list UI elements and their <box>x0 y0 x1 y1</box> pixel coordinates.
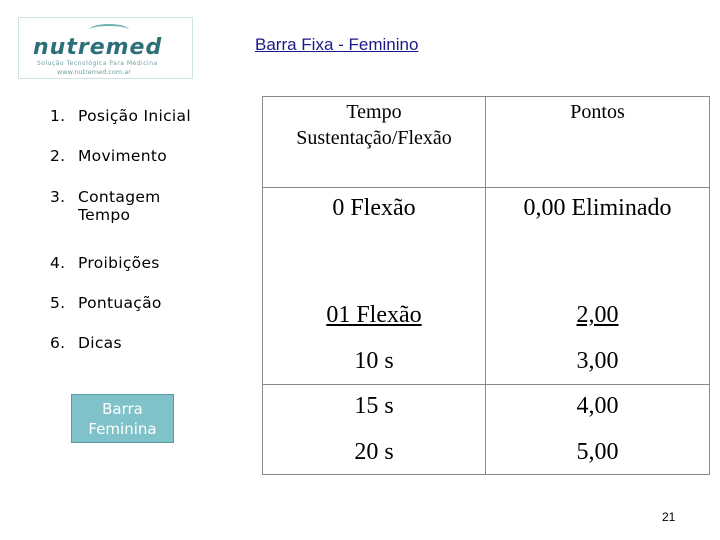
cell-tempo: 20 s <box>354 439 394 465</box>
cell-tempo: 0 Flexão <box>332 195 416 221</box>
menu-item-number: 4. <box>50 254 66 272</box>
menu-item-number: 5. <box>50 294 66 312</box>
menu-item-movimento[interactable] <box>50 147 167 165</box>
cell-tempo: 10 s <box>354 348 394 374</box>
barra-feminina-button[interactable] <box>71 394 174 443</box>
cell-tempo: 15 s <box>354 393 394 419</box>
row-divider <box>263 384 709 385</box>
logo-tagline: Solução Tecnológica Para Medicina <box>37 60 158 67</box>
slide-title[interactable]: Barra Fixa - Feminino <box>255 35 419 54</box>
menu-item-proibicoes[interactable] <box>50 254 160 272</box>
menu-item-label: Posição Inicial <box>78 107 191 125</box>
score-table <box>262 96 710 475</box>
menu-item-contagem-tempo[interactable] <box>50 188 161 224</box>
menu-item-pontuacao[interactable] <box>50 294 162 312</box>
header-tempo-line2: Sustentação/Flexão <box>296 127 452 149</box>
header-pontos: Pontos <box>570 101 625 123</box>
menu-item-number: 2. <box>50 147 66 165</box>
menu-item-dicas[interactable] <box>50 334 122 352</box>
cell-pontos: 0,00 Eliminado <box>523 195 672 221</box>
menu-item-number: 6. <box>50 334 66 352</box>
page-number: 21 <box>662 510 676 524</box>
menu-item-label: Pontuação <box>78 294 162 312</box>
row-divider <box>263 187 709 188</box>
menu-item-label: Dicas <box>78 334 122 352</box>
header-tempo <box>263 99 485 151</box>
menu-item-number: 3. <box>50 188 66 206</box>
cell-pontos: 5,00 <box>576 439 619 465</box>
cell-tempo: 01 Flexão <box>326 302 422 328</box>
menu-item-label: Movimento <box>78 147 168 165</box>
header-tempo-line1: Tempo <box>346 101 402 123</box>
menu-item-number: 1. <box>50 107 66 125</box>
cell-pontos: 2,00 <box>576 302 619 328</box>
menu-item-label-line2: Tempo <box>78 206 131 224</box>
cell-pontos: 3,00 <box>576 348 619 374</box>
cell-pontos: 4,00 <box>576 393 619 419</box>
logo-url: www.nutremed.com.ar <box>57 68 131 76</box>
logo-name: nutremed <box>33 35 163 60</box>
menu-item-label: Contagem <box>78 188 161 206</box>
nutremed-logo <box>18 17 193 79</box>
button-label-line2: Feminina <box>88 420 157 438</box>
menu-item-posicao-inicial[interactable] <box>50 107 191 125</box>
menu-item-label: Proibições <box>78 254 160 272</box>
button-label-line1: Barra <box>102 400 143 418</box>
